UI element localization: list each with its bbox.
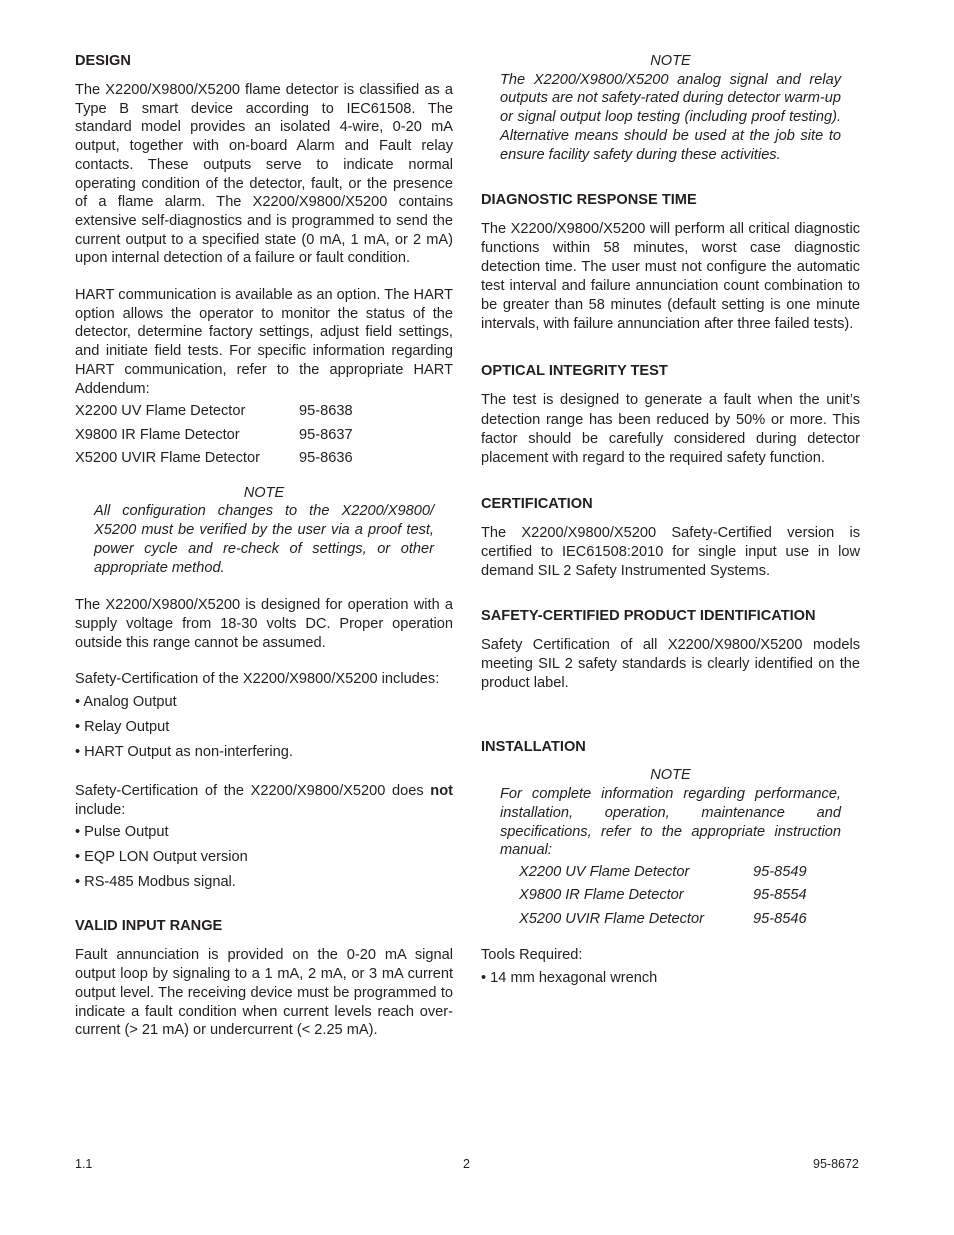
ref-number: 95-8637 — [299, 426, 353, 443]
design-heading: DESIGN — [75, 53, 131, 69]
instruction-manual-list — [500, 861, 841, 932]
footer-document-number: 95-8672 — [813, 1157, 859, 1171]
optical-text-b: test is designed to generate a fault when the unit’s detection range has been reduced by 50% or more. This factor should be carefully considered during detector placement with regard to the required safety function. — [481, 392, 860, 466]
product-id-paragraph: Safety Certification of all X2200/X9800/X5200 models meeting SIL 2 safety standards is clearly identified on the product label. — [481, 637, 860, 691]
list-item: • Pulse Output — [75, 824, 169, 841]
diagnostic-text-c: tests). — [813, 315, 854, 332]
ref-number: 95-8549 — [753, 863, 807, 880]
diagnostic-heading: DIAGNOSTIC RESPONSE TIME — [481, 192, 697, 209]
not-intro-suffix: include: — [75, 801, 126, 818]
includes-intro: Safety-Certification of the X2200/X9800/X5200 includes: — [75, 671, 440, 688]
design-paragraph-1: The X2200/X9800/X5200 flame detector is classified as a Type B smart device according to IEC61508. The standard model provides an isolated 4-wire, 0-20 mA output, together with on-board Alarm and Fault relay contacts. These outputs serve to indicate normal operating condition of the detector, fault, or the presence of a flame alarm. The X2200/X9800/X5200 contains extensive self-diagnostics and is programmed to send the current output to a specified state (0 mA, 1 mA, or 2 mA) upon internal detection of a failure or fault condition. — [75, 82, 453, 267]
diagnostic-paragraph — [481, 220, 860, 334]
tools-required-label: Tools Required: — [481, 947, 583, 964]
ref-name: X9800 IR Flame Detector — [75, 426, 240, 443]
optical-integrity-paragraph — [481, 391, 860, 467]
list-item: • Analog Output — [75, 694, 177, 711]
hart-addendum-row — [75, 400, 453, 424]
valid-input-paragraph: Fault annunciation is provided on the 0-20 mA signal output loop by signaling to a 1 mA, 2 mA, or 3 mA current output level. The receiving device must be programmed to indicate a fault condition when current levels reach over-current (> 21 mA) or undercurrent (< 2.25 mA). — [75, 947, 453, 1039]
ref-name: X2200 UV Flame Detector — [75, 403, 246, 420]
diagnostic-text-a: The X2200/X9800/X5200 will perform all critical diagnostic functions within 58 minutes, worst case diagnostic detection time. The user must not configure the automatic — [481, 221, 860, 275]
list-item: • EQP LON Output version — [75, 849, 248, 866]
hart-addendum-list — [75, 400, 453, 471]
tools-list — [481, 966, 860, 991]
optical-integrity-heading: OPTICAL INTEGRITY TEST — [481, 363, 668, 380]
includes-list — [75, 690, 453, 765]
note-body: The X2200/X9800/X5200 analog signal and relay outputs are not safety-rated during detector warm-up or signal output loop testing (including proof testing). Alternative means should be used at the job site to ensure facility safety during these activities. — [500, 71, 841, 163]
valid-input-heading: VALID INPUT RANGE — [75, 918, 223, 935]
left-column — [75, 52, 453, 1040]
ref-number: 95-8554 — [753, 887, 807, 904]
optical-text-a: The — [481, 392, 513, 409]
product-id-heading: SAFETY-CERTIFIED PRODUCT IDENTIFICATION — [481, 608, 816, 625]
manual-row — [500, 884, 841, 908]
list-item: • Relay Output — [75, 719, 170, 736]
footer-revision: 1.1 — [75, 1157, 93, 1171]
certification-paragraph: The X2200/X9800/X5200 Safety-Certified version is certified to IEC61508:2010 for single input use in low demand SIL 2 Safety Instrumented Systems. — [481, 525, 860, 579]
safety-rating-note — [481, 52, 860, 164]
ref-number: 95-8546 — [753, 910, 807, 927]
ref-name: X2200 UV Flame Detector — [519, 863, 690, 880]
not-bold: not — [430, 783, 453, 800]
installation-heading: INSTALLATION — [481, 739, 586, 756]
configuration-note — [75, 484, 453, 578]
supply-voltage-paragraph: The X2200/X9800/X5200 is designed for operation with a supply voltage from 18-30 volts DC. Proper operation outside this range cannot be assumed. — [75, 597, 453, 651]
ref-name: X5200 UVIR Flame Detector — [75, 450, 260, 467]
list-item: • RS-485 Modbus signal. — [75, 874, 236, 891]
not-intro-text: Safety-Certification of the X2200/X9800/X5200 does — [75, 783, 424, 800]
certification-heading: CERTIFICATION — [481, 496, 593, 513]
not-includes-intro — [75, 782, 453, 819]
list-item: • HART Output as non-interfering. — [75, 744, 293, 761]
design-paragraph-2: HART communication is available as an option. The HART option allows the operator to monitor the status of the detector, determine factory settings, adjust field settings, and initiate field tests. For specific information regarding HART communication, refer to the appropriate HART Addendum: — [75, 287, 453, 397]
installation-note — [481, 766, 860, 931]
footer-page-number: 2 — [463, 1157, 470, 1171]
hart-addendum-row — [75, 424, 453, 448]
not-includes-list — [75, 820, 453, 895]
diagnostic-text-b: test interval and failure annunciation count combination to be greater than 58 minutes (default setting is one minute intervals, with failure annunciation after three failed — [481, 278, 860, 332]
hart-addendum-row — [75, 447, 453, 471]
right-column — [481, 52, 860, 991]
manual-row — [500, 861, 841, 885]
manual-row — [500, 908, 841, 932]
note-body: All configuration changes to the X2200/X9800/ X5200 must be verified by the user via a proof test, power cycle and re-check of settings, or other appropriate method. — [94, 503, 434, 576]
note-title: NOTE — [650, 767, 691, 784]
note-title: NOTE — [243, 484, 285, 501]
ref-name: X9800 IR Flame Detector — [519, 887, 684, 904]
ref-name: X5200 UVIR Flame Detector — [519, 910, 704, 927]
note-title: NOTE — [650, 53, 691, 69]
ref-number: 95-8636 — [299, 450, 353, 467]
ref-number: 95-8638 — [299, 403, 353, 420]
note-body: For complete information regarding performance, installation, operation, maintenance and specifications, refer to the appropriate instruction manual: — [500, 786, 841, 859]
list-item: • 14 mm hexagonal wrench — [481, 970, 658, 987]
